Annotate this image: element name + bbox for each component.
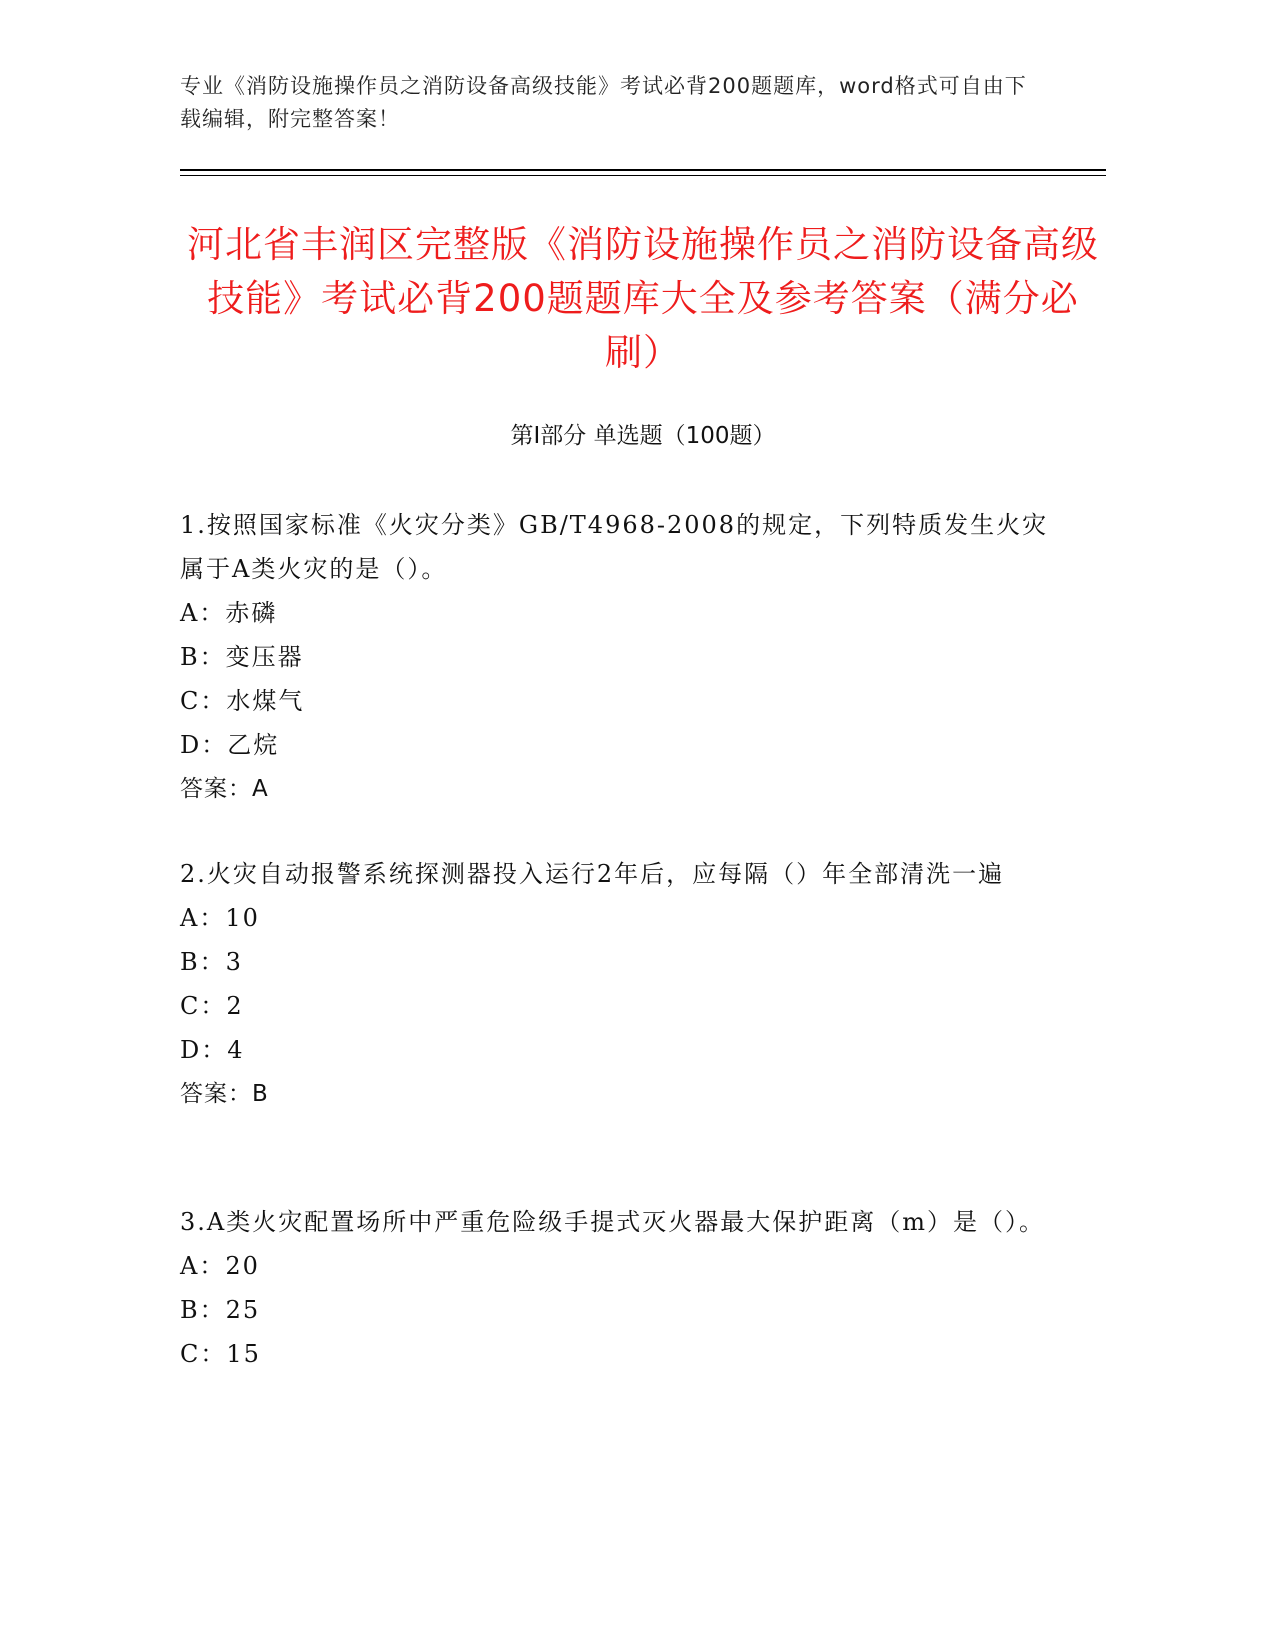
question-3 bbox=[180, 1200, 1050, 1376]
question-stem: 3.A类火灾配置场所中严重危险级手提式灭火器最大保护距离（m）是（）。 bbox=[180, 1208, 1045, 1236]
answer: 答案：A bbox=[180, 776, 269, 802]
answer: 答案：B bbox=[180, 1081, 269, 1107]
question-2 bbox=[180, 852, 1050, 1116]
header-note: 专业《消防设施操作员之消防设备高级技能》考试必背200题题库，word格式可自由下载编辑，附完整答案！ bbox=[180, 74, 1027, 131]
question-stem: 2.火灾自动报警系统探测器投入运行2年后，应每隔（）年全部清洗一遍 bbox=[180, 860, 1005, 888]
question-1 bbox=[180, 503, 1050, 811]
document-title: 河北省丰润区完整版《消防设施操作员之消防设备高级技能》考试必背200题题库大全及参考答案（满分必刷） bbox=[187, 223, 1099, 374]
option-a: A：赤磷 bbox=[180, 599, 278, 627]
header-divider-thick bbox=[180, 169, 1106, 171]
option-d: D：4 bbox=[180, 1036, 245, 1064]
option-a: A：10 bbox=[180, 904, 260, 932]
option-b: B：变压器 bbox=[180, 643, 304, 671]
section-title: 第I部分 单选题（100题） bbox=[510, 423, 776, 449]
header-divider-thin bbox=[180, 175, 1106, 176]
option-d: D：乙烷 bbox=[180, 731, 280, 759]
option-b: B：25 bbox=[180, 1296, 261, 1324]
question-stem: 1.按照国家标准《火灾分类》GB/T4968-2008的规定，下列特质发生火灾属于A类火灾的是（）。 bbox=[180, 511, 1049, 583]
option-c: C：15 bbox=[180, 1340, 261, 1368]
option-c: C：2 bbox=[180, 992, 244, 1020]
option-b: B：3 bbox=[180, 948, 243, 976]
option-a: A：20 bbox=[180, 1252, 260, 1280]
option-c: C：水煤气 bbox=[180, 687, 305, 715]
